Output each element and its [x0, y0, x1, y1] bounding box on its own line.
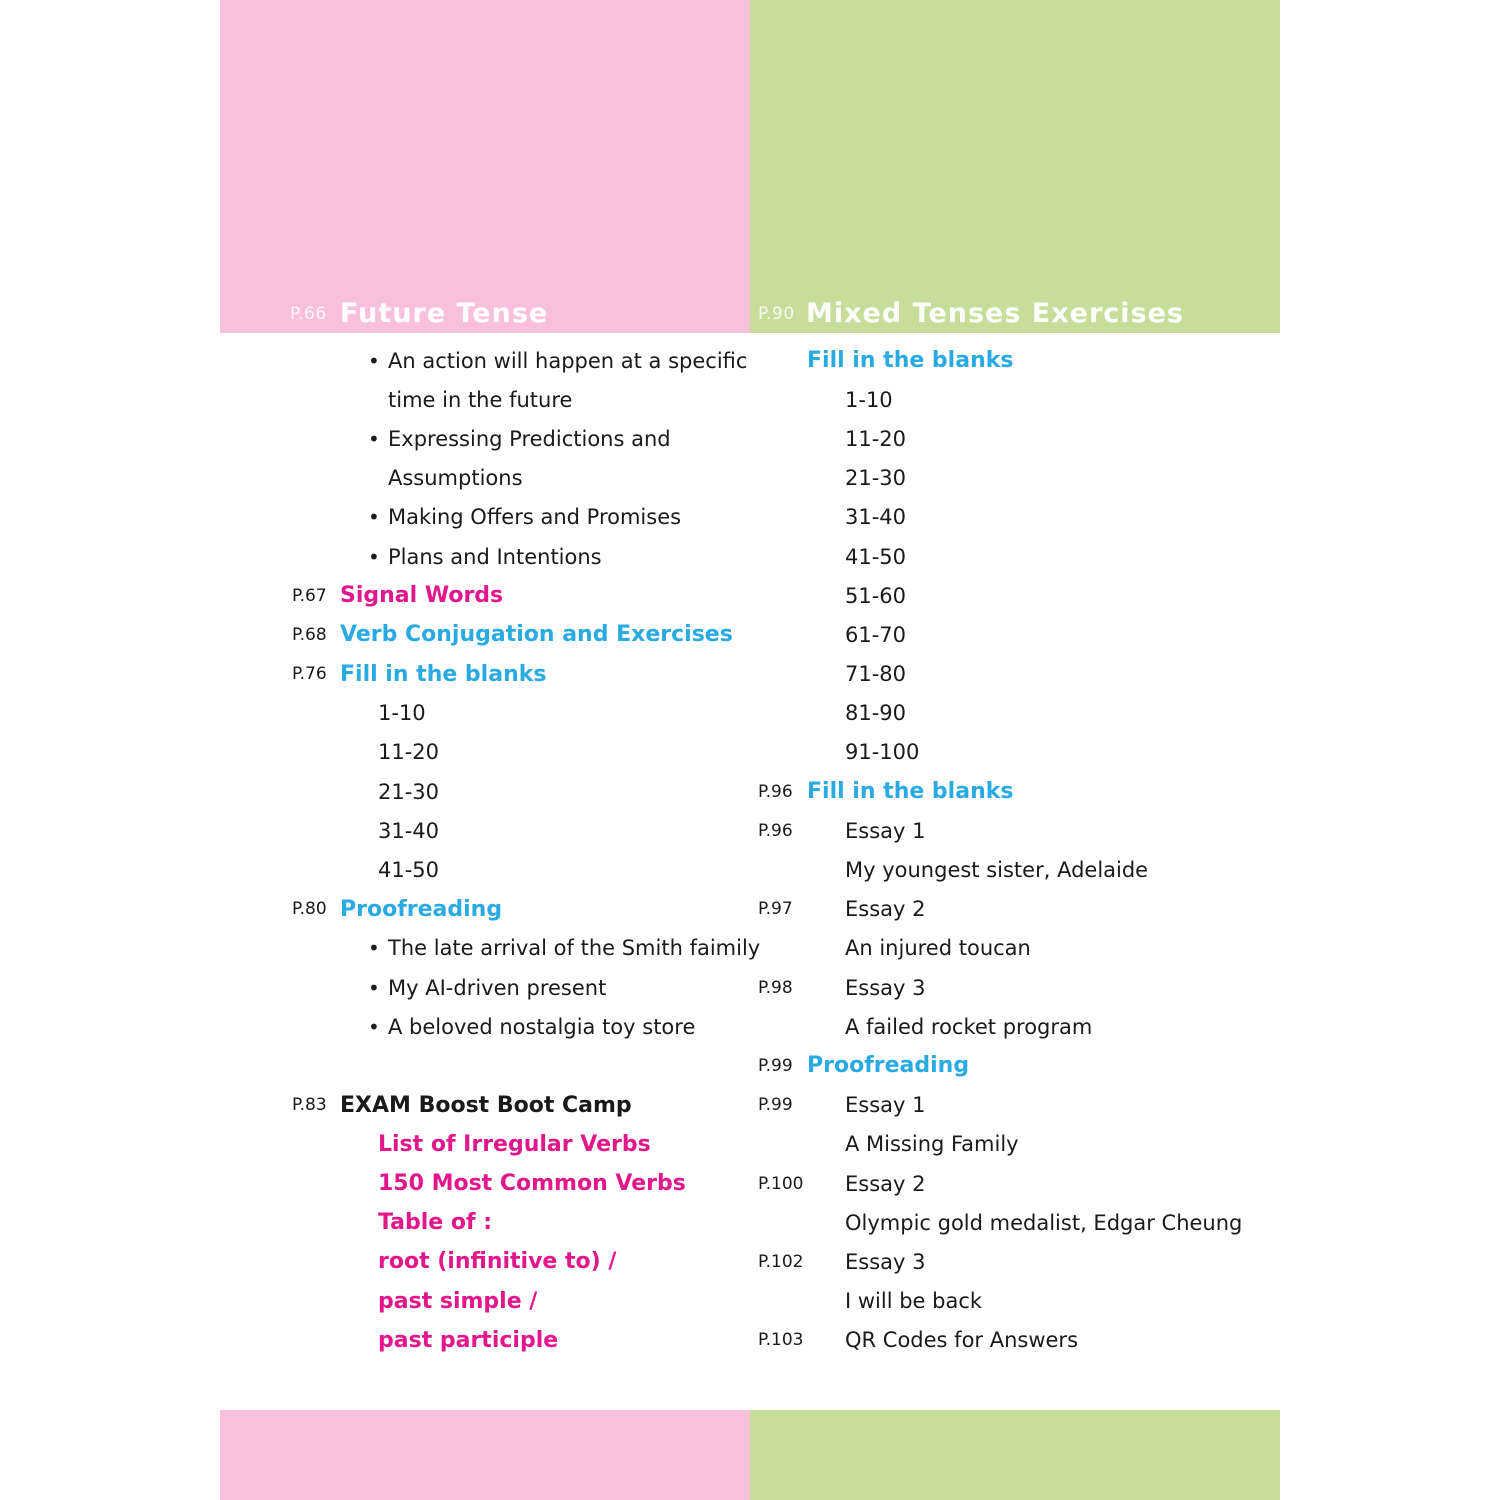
toc-entry-text: A failed rocket program — [845, 1014, 1093, 1039]
toc-entry-text: My AI-driven present — [388, 975, 607, 1000]
page-number: P.97 — [758, 899, 793, 920]
toc-row — [220, 498, 750, 537]
toc-row — [220, 1007, 750, 1046]
toc-row — [220, 1203, 750, 1242]
toc-entry-text: past simple / — [378, 1288, 538, 1314]
toc-row — [750, 1203, 1280, 1242]
toc-entry-text: I will be back — [845, 1289, 983, 1314]
toc-row — [750, 1007, 1280, 1046]
toc-row — [750, 811, 1280, 850]
toc-row — [220, 576, 750, 615]
toc-entry-text: An action will happen at a specific — [388, 348, 748, 373]
toc-row — [750, 1242, 1280, 1281]
toc-entry-text: 1-10 — [845, 387, 893, 412]
bullet-dot-icon: • — [368, 505, 380, 530]
toc-row — [750, 537, 1280, 576]
toc-row — [750, 850, 1280, 889]
toc-entry-text: Essay 2 — [845, 1171, 926, 1196]
green-chapter-band-bottom — [750, 1410, 1280, 1500]
toc-entry-text: Essay 2 — [845, 897, 926, 922]
page-number: P.67 — [292, 585, 327, 606]
toc-row — [750, 498, 1280, 537]
page-number: P.76 — [292, 664, 327, 685]
toc-entry-text: Table of : — [378, 1210, 493, 1236]
toc-row — [750, 1086, 1280, 1125]
toc-row — [220, 1282, 750, 1321]
toc-entry-text: 71-80 — [845, 662, 907, 687]
bullet-dot-icon: • — [368, 544, 380, 569]
toc-entry-text: 61-70 — [845, 622, 907, 647]
toc-entry-text: 11-20 — [845, 426, 907, 451]
toc-entry-text: 11-20 — [378, 740, 440, 765]
toc-row — [750, 615, 1280, 654]
toc-row — [750, 1164, 1280, 1203]
toc-row — [750, 576, 1280, 615]
toc-entry-text: Fill in the blanks — [807, 779, 1014, 805]
toc-row — [220, 1125, 750, 1164]
page-number: P.83 — [292, 1095, 327, 1116]
page-number: P.99 — [758, 1055, 793, 1076]
toc-entry-text: Olympic gold medalist, Edgar Cheung — [845, 1210, 1243, 1235]
toc-row — [220, 459, 750, 498]
toc-entry-text: Plans and Intentions — [388, 544, 602, 569]
toc-entry-text: Fill in the blanks — [340, 661, 547, 687]
toc-entry-text: past participle — [378, 1327, 559, 1353]
toc-entry-text: 41-50 — [845, 544, 907, 569]
toc-row — [750, 655, 1280, 694]
toc-row — [220, 655, 750, 694]
toc-row — [220, 380, 750, 419]
bullet-dot-icon: • — [368, 975, 380, 1000]
toc-row — [220, 733, 750, 772]
toc-row — [750, 733, 1280, 772]
toc-entry-text: 1-10 — [378, 701, 426, 726]
toc-entry-text: 81-90 — [845, 701, 907, 726]
toc-row — [220, 929, 761, 968]
toc-row — [750, 341, 1280, 380]
toc-column-future-tense — [220, 341, 761, 1360]
toc-entry-text: 91-100 — [845, 740, 920, 765]
toc-row — [750, 1125, 1280, 1164]
toc-row — [750, 929, 1280, 968]
toc-row — [750, 380, 1280, 419]
bullet-dot-icon: • — [368, 1014, 380, 1039]
toc-row — [220, 537, 750, 576]
toc-entry-text: Essay 1 — [845, 818, 926, 843]
toc-row — [750, 419, 1280, 458]
toc-row — [220, 694, 750, 733]
toc-entry-text: An injured toucan — [845, 936, 1031, 961]
toc-entry-text: Assumptions — [388, 466, 523, 491]
chapter-page-number: P.90 — [758, 304, 795, 324]
toc-entry-text: Fill in the blanks — [807, 348, 1014, 374]
toc-entry-text: 21-30 — [845, 466, 907, 491]
green-chapter-band-top — [750, 0, 1280, 333]
toc-entry-text: Essay 3 — [845, 975, 926, 1000]
page-number: P.98 — [758, 977, 793, 998]
toc-column-mixed-tenses — [750, 341, 1280, 1360]
bullet-dot-icon: • — [368, 426, 380, 451]
toc-entry-text: 51-60 — [845, 583, 907, 608]
toc-entry-text: 31-40 — [378, 818, 440, 843]
toc-row — [750, 1321, 1280, 1360]
page-number: P.103 — [758, 1330, 804, 1351]
toc-entry-text: 41-50 — [378, 858, 440, 883]
toc-entry-text: root (infinitive to) / — [378, 1249, 617, 1275]
page-number: P.102 — [758, 1251, 804, 1272]
page-number: P.100 — [758, 1173, 804, 1194]
toc-entry-text: Making Offers and Promises — [388, 505, 682, 530]
toc-entry-text: Signal Words — [340, 583, 504, 609]
toc-row — [220, 419, 750, 458]
toc-entry-text: The late arrival of the Smith faimily — [388, 936, 761, 961]
pink-chapter-band-top — [220, 0, 750, 333]
toc-row — [750, 772, 1280, 811]
toc-entry-text: Essay 1 — [845, 1093, 926, 1118]
toc-row — [220, 850, 750, 889]
toc-entry-text: Proofreading — [340, 896, 503, 922]
toc-entry-text: Proofreading — [807, 1053, 970, 1079]
toc-entry-text: A Missing Family — [845, 1132, 1019, 1157]
toc-row — [750, 459, 1280, 498]
toc-row — [220, 1164, 750, 1203]
toc-row — [220, 968, 750, 1007]
chapter-title-mixed-tenses: Mixed Tenses Exercises — [806, 298, 1184, 329]
toc-row — [220, 1046, 750, 1085]
toc-row — [220, 1086, 750, 1125]
toc-entry-text: My youngest sister, Adelaide — [845, 858, 1149, 883]
page-number: P.96 — [758, 820, 793, 841]
toc-entry-text: time in the future — [388, 387, 573, 412]
toc-entry-text: EXAM Boost Boot Camp — [340, 1092, 632, 1118]
toc-row — [750, 1046, 1280, 1085]
bullet-dot-icon: • — [368, 348, 380, 373]
toc-row — [750, 890, 1280, 929]
toc-row — [750, 1282, 1280, 1321]
toc-entry-text: Expressing Predictions and — [388, 426, 671, 451]
toc-row — [750, 968, 1280, 1007]
chapter-page-number: P.66 — [290, 304, 327, 324]
toc-row — [750, 694, 1280, 733]
pink-chapter-band-bottom — [220, 1410, 750, 1500]
page-number: P.80 — [292, 899, 327, 920]
toc-row — [220, 890, 750, 929]
toc-row — [220, 811, 750, 850]
toc-entry-text: A beloved nostalgia toy store — [388, 1014, 696, 1039]
toc-entry-text: 31-40 — [845, 505, 907, 530]
toc-entry-text: List of Irregular Verbs — [378, 1131, 651, 1157]
bullet-dot-icon: • — [368, 936, 380, 961]
chapter-title-future-tense: Future Tense — [340, 298, 549, 329]
toc-entry-text: QR Codes for Answers — [845, 1328, 1079, 1353]
toc-row — [220, 341, 750, 380]
page-number: P.96 — [758, 781, 793, 802]
toc-entry-text: Verb Conjugation and Exercises — [340, 622, 733, 648]
toc-row — [220, 772, 750, 811]
toc-row — [220, 615, 750, 654]
toc-entry-text: Essay 3 — [845, 1249, 926, 1274]
toc-entry-text: 150 Most Common Verbs — [378, 1171, 686, 1197]
toc-row — [220, 1321, 750, 1360]
toc-row — [220, 1242, 750, 1281]
toc-entry-text: 21-30 — [378, 779, 440, 804]
page-number: P.68 — [292, 624, 327, 645]
page-number: P.99 — [758, 1095, 793, 1116]
